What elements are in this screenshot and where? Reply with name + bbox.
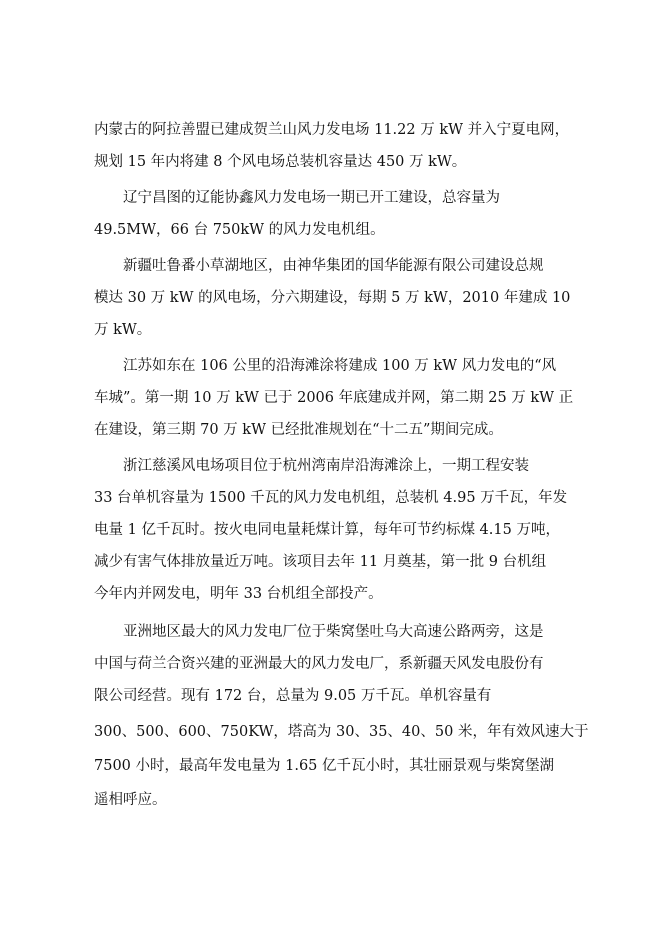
text-line: 减少有害气体排放量近万吨。该项目去年 11 月奠基，第一批 9 台机组 [94, 554, 547, 570]
text-line: 今年内并网发电，明年 33 台机组全部投产。 [94, 586, 383, 602]
text-line: 遥相呼应。 [94, 792, 167, 808]
text-line: 辽宁昌图的辽能协鑫风力发电场一期已开工建设，总容量为 [123, 190, 500, 206]
text-line: 万 kW。 [94, 322, 152, 338]
text-line: 模达 30 万 kW 的风电场，分六期建设，每期 5 万 kW，2010 年建成 10 [94, 290, 571, 306]
text-line: 在建设，第三期 70 万 kW 已经批准规划在“十二五”期间完成。 [94, 422, 503, 438]
text-line: 规划 15 年内将建 8 个风电场总装机容量达 450 万 kW。 [94, 154, 467, 170]
text-line: 300、500、600、750KW，塔高为 30、35、40、50 米，年有效风速大于 [94, 724, 589, 740]
text-line: 内蒙古的阿拉善盟已建成贺兰山风力发电场 11.22 万 kW 并入宁夏电网， [94, 122, 570, 138]
text-line: 电量 1 亿千瓦时。按火电同电量耗煤计算，每年可节约标煤 4.15 万吨， [94, 522, 560, 538]
text-line: 7500 小时，最高年发电量为 1.65 亿千瓦小时，其壮丽景观与柴窝堡湖 [94, 758, 555, 774]
text-line: 浙江慈溪风电场项目位于杭州湾南岸沿海滩涂上，一期工程安装 [123, 458, 529, 474]
text-line: 中国与荷兰合资兴建的亚洲最大的风力发电厂，系新疆天风发电股份有 [94, 656, 544, 672]
text-line: 49.5MW，66 台 750kW 的风力发电机组。 [94, 222, 385, 238]
text-line: 新疆吐鲁番小草湖地区，由神华集团的国华能源有限公司建设总规 [123, 258, 544, 274]
text-line: 江苏如东在 106 公里的沿海滩涂将建成 100 万 kW 风力发电的“风 [123, 358, 557, 374]
text-line: 亚洲地区最大的风力发电厂位于柴窝堡吐乌大高速公路两旁，这是 [123, 624, 544, 640]
text-line: 33 台单机容量为 1500 千瓦的风力发电机组，总装机 4.95 万千瓦，年发 [94, 490, 568, 506]
text-line: 限公司经营。现有 172 台，总量为 9.05 万千瓦。单机容量有 [94, 688, 492, 704]
text-line: 车城”。第一期 10 万 kW 已于 2006 年底建成并网，第二期 25 万 kW 正 [94, 390, 574, 406]
